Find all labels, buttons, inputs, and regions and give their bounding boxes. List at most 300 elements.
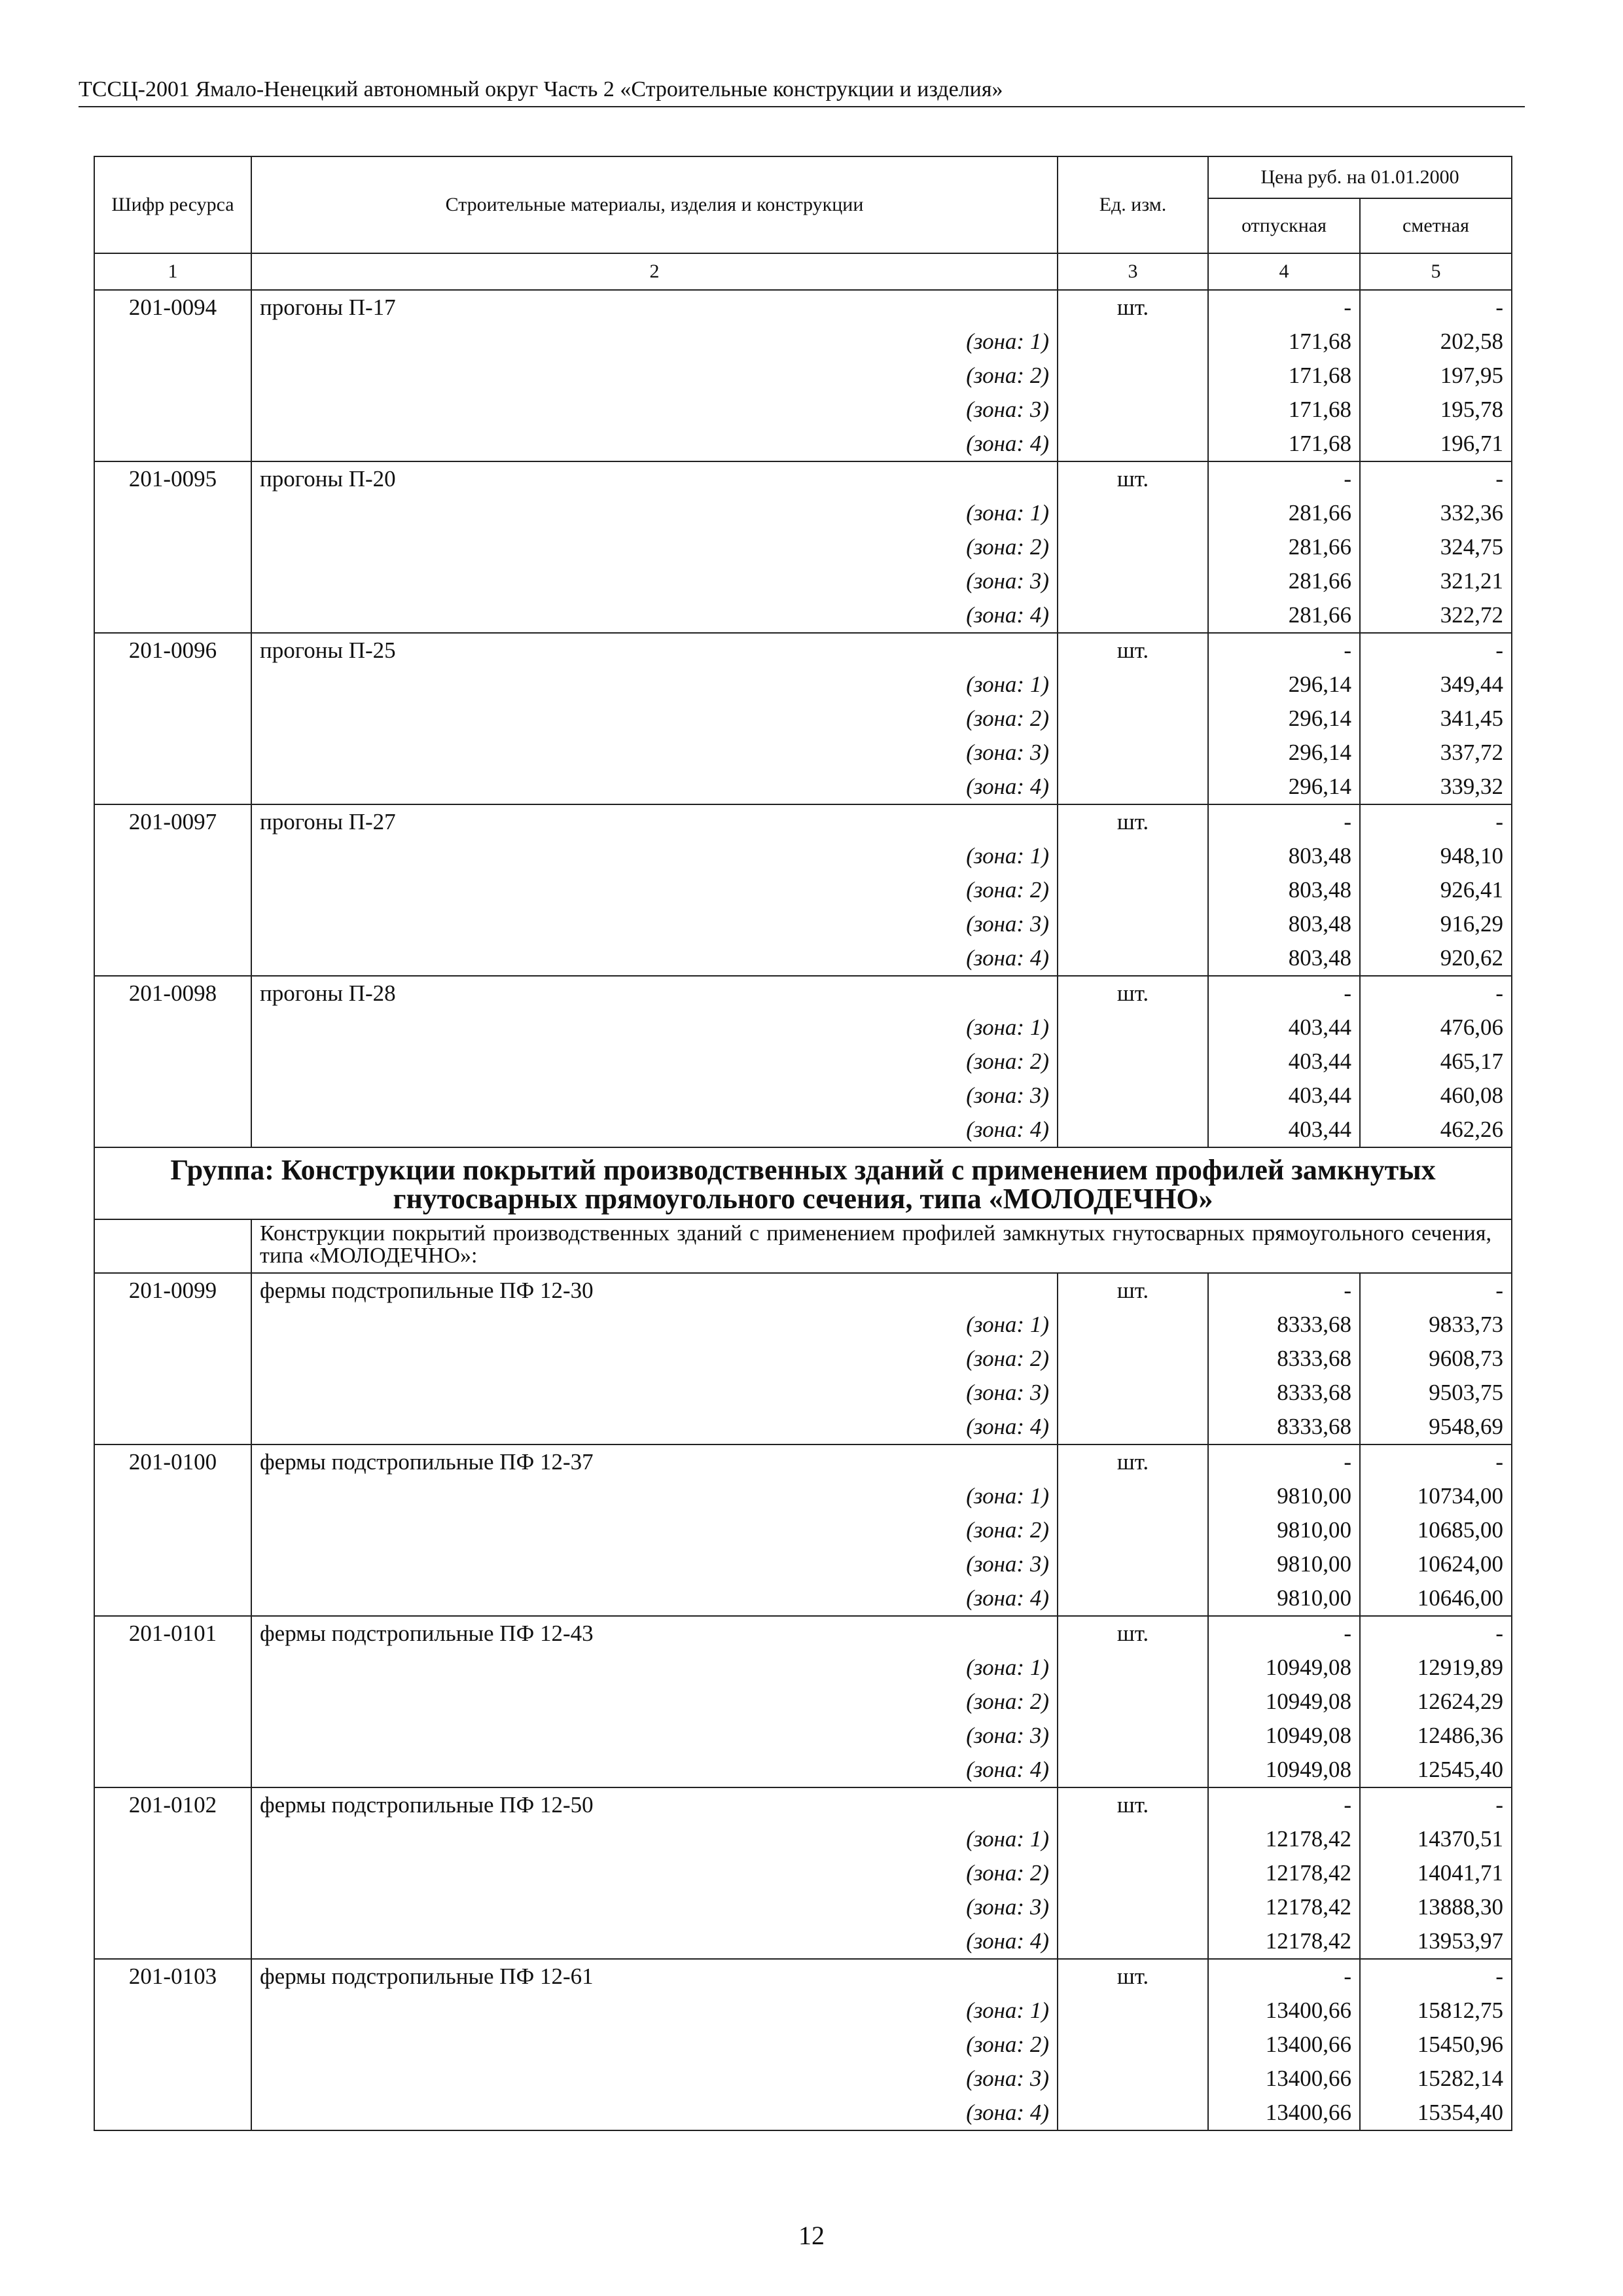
zone-label: (зона: 4) [251, 1113, 1058, 1147]
zone-label: (зона: 3) [251, 564, 1058, 598]
zone-label: (зона: 2) [251, 359, 1058, 393]
item-unit: шт. [1058, 1273, 1208, 1308]
resource-code: 201-0094 [94, 290, 251, 325]
zone-code-cell [94, 598, 251, 633]
zone-code-cell [94, 668, 251, 702]
zone-estimate-price: 197,95 [1360, 359, 1512, 393]
zone-row [94, 770, 1512, 804]
table-row [94, 1959, 1512, 1994]
zone-code-cell [94, 1924, 251, 1959]
zone-label: (зона: 4) [251, 1410, 1058, 1444]
zone-estimate-price: 12545,40 [1360, 1753, 1512, 1787]
group-row [94, 1147, 1512, 1219]
zone-row [94, 427, 1512, 461]
zone-unit-cell [1058, 1410, 1208, 1444]
zone-code-cell [94, 770, 251, 804]
zone-estimate-price: 321,21 [1360, 564, 1512, 598]
zone-row [94, 1011, 1512, 1045]
zone-row [94, 1581, 1512, 1616]
zone-label: (зона: 1) [251, 1479, 1058, 1513]
zone-release-price: 171,68 [1208, 393, 1360, 427]
zone-unit-cell [1058, 2062, 1208, 2096]
zone-row [94, 1719, 1512, 1753]
estimate-price: - [1360, 1787, 1512, 1822]
table-body [94, 290, 1512, 2130]
zone-estimate-price: 202,58 [1360, 325, 1512, 359]
zone-release-price: 12178,42 [1208, 1890, 1360, 1924]
zone-unit-cell [1058, 530, 1208, 564]
zone-row [94, 1410, 1512, 1444]
zone-unit-cell [1058, 2028, 1208, 2062]
item-name: прогоны П-27 [251, 804, 1058, 839]
item-name: фермы подстропильные ПФ 12-43 [251, 1616, 1058, 1651]
zone-release-price: 9810,00 [1208, 1479, 1360, 1513]
description-row [94, 1219, 1512, 1273]
zone-release-price: 281,66 [1208, 564, 1360, 598]
zone-code-cell [94, 1011, 251, 1045]
zone-release-price: 803,48 [1208, 839, 1360, 873]
zone-release-price: 296,14 [1208, 736, 1360, 770]
zone-unit-cell [1058, 393, 1208, 427]
table-row [94, 461, 1512, 496]
column-header-release: отпускная [1208, 198, 1360, 253]
zone-estimate-price: 9833,73 [1360, 1308, 1512, 1342]
resource-code: 201-0102 [94, 1787, 251, 1822]
zone-release-price: 9810,00 [1208, 1547, 1360, 1581]
zone-label: (зона: 3) [251, 736, 1058, 770]
column-header-unit: Ед. изм. [1058, 156, 1208, 253]
group-description: Конструкции покрытий производственных зданий с применением профилей замкнутых гнутосварных прямоугольного сечения, типа «МОЛОДЕЧНО»: [251, 1219, 1512, 1273]
zone-code-cell [94, 702, 251, 736]
column-number: 1 [94, 253, 251, 290]
zone-estimate-price: 14370,51 [1360, 1822, 1512, 1856]
zone-label: (зона: 1) [251, 1308, 1058, 1342]
zone-estimate-price: 15812,75 [1360, 1994, 1512, 2028]
zone-row [94, 1753, 1512, 1787]
zone-code-cell [94, 1822, 251, 1856]
zone-row [94, 1113, 1512, 1147]
column-header-code: Шифр ресурса [94, 156, 251, 253]
zone-unit-cell [1058, 1856, 1208, 1890]
item-name: прогоны П-25 [251, 633, 1058, 668]
zone-estimate-price: 339,32 [1360, 770, 1512, 804]
zone-code-cell [94, 736, 251, 770]
zone-code-cell [94, 1045, 251, 1079]
zone-unit-cell [1058, 1079, 1208, 1113]
zone-label: (зона: 3) [251, 1079, 1058, 1113]
zone-row [94, 1856, 1512, 1890]
item-unit: шт. [1058, 1444, 1208, 1479]
zone-row [94, 393, 1512, 427]
zone-label: (зона: 3) [251, 1547, 1058, 1581]
zone-row [94, 1479, 1512, 1513]
zone-unit-cell [1058, 1581, 1208, 1616]
table-row [94, 1444, 1512, 1479]
zone-release-price: 296,14 [1208, 770, 1360, 804]
zone-label: (зона: 2) [251, 1342, 1058, 1376]
zone-code-cell [94, 1856, 251, 1890]
zone-code-cell [94, 2062, 251, 2096]
zone-code-cell [94, 1753, 251, 1787]
zone-estimate-price: 15354,40 [1360, 2096, 1512, 2130]
description-code-cell [94, 1219, 251, 1273]
zone-row [94, 2096, 1512, 2130]
page-header: ТССЦ-2001 Ямало-Ненецкий автономный округ Часть 2 «Строительные конструкции и изделия» [79, 76, 1525, 107]
zone-estimate-price: 341,45 [1360, 702, 1512, 736]
zone-estimate-price: 10734,00 [1360, 1479, 1512, 1513]
zone-row [94, 1822, 1512, 1856]
zone-estimate-price: 12624,29 [1360, 1685, 1512, 1719]
zone-label: (зона: 2) [251, 2028, 1058, 2062]
release-price: - [1208, 1273, 1360, 1308]
zone-code-cell [94, 1342, 251, 1376]
resource-code: 201-0095 [94, 461, 251, 496]
release-price: - [1208, 976, 1360, 1011]
zone-code-cell [94, 530, 251, 564]
zone-row [94, 1342, 1512, 1376]
zone-estimate-price: 9503,75 [1360, 1376, 1512, 1410]
zone-code-cell [94, 873, 251, 907]
zone-release-price: 12178,42 [1208, 1924, 1360, 1959]
estimate-price: - [1360, 976, 1512, 1011]
item-name: прогоны П-28 [251, 976, 1058, 1011]
zone-row [94, 1890, 1512, 1924]
zone-label: (зона: 4) [251, 2096, 1058, 2130]
zone-code-cell [94, 1113, 251, 1147]
column-header-name: Строительные материалы, изделия и конструкции [251, 156, 1058, 253]
zone-label: (зона: 1) [251, 1822, 1058, 1856]
zone-estimate-price: 337,72 [1360, 736, 1512, 770]
release-price: - [1208, 1787, 1360, 1822]
price-table [94, 156, 1512, 2131]
zone-release-price: 281,66 [1208, 530, 1360, 564]
zone-code-cell [94, 1547, 251, 1581]
zone-row [94, 530, 1512, 564]
table-row [94, 633, 1512, 668]
estimate-price: - [1360, 804, 1512, 839]
zone-row [94, 702, 1512, 736]
zone-estimate-price: 465,17 [1360, 1045, 1512, 1079]
zone-code-cell [94, 2096, 251, 2130]
zone-estimate-price: 322,72 [1360, 598, 1512, 633]
zone-unit-cell [1058, 325, 1208, 359]
zone-unit-cell [1058, 1513, 1208, 1547]
column-header-estimate: сметная [1360, 198, 1512, 253]
zone-row [94, 1547, 1512, 1581]
item-unit: шт. [1058, 290, 1208, 325]
zone-row [94, 1685, 1512, 1719]
zone-code-cell [94, 1479, 251, 1513]
zone-release-price: 8333,68 [1208, 1376, 1360, 1410]
release-price: - [1208, 804, 1360, 839]
zone-estimate-price: 15282,14 [1360, 2062, 1512, 2096]
item-name: фермы подстропильные ПФ 12-30 [251, 1273, 1058, 1308]
zone-release-price: 403,44 [1208, 1079, 1360, 1113]
zone-release-price: 803,48 [1208, 873, 1360, 907]
zone-code-cell [94, 1685, 251, 1719]
release-price: - [1208, 1959, 1360, 1994]
resource-code: 201-0098 [94, 976, 251, 1011]
table-row [94, 976, 1512, 1011]
zone-label: (зона: 3) [251, 2062, 1058, 2096]
zone-row [94, 907, 1512, 941]
zone-estimate-price: 12486,36 [1360, 1719, 1512, 1753]
zone-unit-cell [1058, 839, 1208, 873]
zone-unit-cell [1058, 1113, 1208, 1147]
item-unit: шт. [1058, 804, 1208, 839]
zone-unit-cell [1058, 598, 1208, 633]
zone-unit-cell [1058, 2096, 1208, 2130]
zone-estimate-price: 476,06 [1360, 1011, 1512, 1045]
zone-label: (зона: 4) [251, 941, 1058, 976]
zone-estimate-price: 15450,96 [1360, 2028, 1512, 2062]
zone-label: (зона: 1) [251, 1994, 1058, 2028]
item-name: фермы подстропильные ПФ 12-37 [251, 1444, 1058, 1479]
zone-row [94, 1045, 1512, 1079]
release-price: - [1208, 1444, 1360, 1479]
item-name: фермы подстропильные ПФ 12-61 [251, 1959, 1058, 1994]
zone-estimate-price: 920,62 [1360, 941, 1512, 976]
zone-row [94, 325, 1512, 359]
item-unit: шт. [1058, 976, 1208, 1011]
zone-unit-cell [1058, 1685, 1208, 1719]
estimate-price: - [1360, 290, 1512, 325]
resource-code: 201-0100 [94, 1444, 251, 1479]
table-row [94, 1616, 1512, 1651]
zone-release-price: 13400,66 [1208, 2062, 1360, 2096]
zone-estimate-price: 10624,00 [1360, 1547, 1512, 1581]
zone-code-cell [94, 839, 251, 873]
zone-release-price: 10949,08 [1208, 1685, 1360, 1719]
zone-estimate-price: 462,26 [1360, 1113, 1512, 1147]
release-price: - [1208, 461, 1360, 496]
column-number: 2 [251, 253, 1058, 290]
zone-unit-cell [1058, 1994, 1208, 2028]
resource-code: 201-0103 [94, 1959, 251, 1994]
zone-release-price: 296,14 [1208, 702, 1360, 736]
zone-unit-cell [1058, 1342, 1208, 1376]
zone-row [94, 873, 1512, 907]
zone-label: (зона: 2) [251, 1685, 1058, 1719]
zone-unit-cell [1058, 1719, 1208, 1753]
zone-label: (зона: 3) [251, 1890, 1058, 1924]
zone-release-price: 281,66 [1208, 496, 1360, 530]
group-title: Группа: Конструкции покрытий производственных зданий с применением профилей замкнутых гнутосварных прямоугольного сечения, типа «МОЛОДЕЧНО» [94, 1147, 1512, 1219]
zone-unit-cell [1058, 1308, 1208, 1342]
zone-release-price: 10949,08 [1208, 1719, 1360, 1753]
zone-row [94, 598, 1512, 633]
zone-row [94, 1994, 1512, 2028]
zone-row [94, 2062, 1512, 2096]
page-number: 12 [798, 2221, 825, 2250]
column-header-price-group: Цена руб. на 01.01.2000 [1208, 156, 1512, 198]
release-price: - [1208, 1616, 1360, 1651]
item-name: прогоны П-17 [251, 290, 1058, 325]
zone-unit-cell [1058, 1924, 1208, 1959]
zone-label: (зона: 3) [251, 1376, 1058, 1410]
zone-label: (зона: 1) [251, 496, 1058, 530]
zone-code-cell [94, 1410, 251, 1444]
zone-release-price: 8333,68 [1208, 1342, 1360, 1376]
zone-estimate-price: 10685,00 [1360, 1513, 1512, 1547]
zone-row [94, 496, 1512, 530]
zone-row [94, 1079, 1512, 1113]
zone-release-price: 13400,66 [1208, 2028, 1360, 2062]
estimate-price: - [1360, 1616, 1512, 1651]
zone-release-price: 803,48 [1208, 941, 1360, 976]
zone-row [94, 668, 1512, 702]
item-unit: шт. [1058, 461, 1208, 496]
release-price: - [1208, 633, 1360, 668]
zone-label: (зона: 4) [251, 1753, 1058, 1787]
zone-label: (зона: 2) [251, 702, 1058, 736]
zone-code-cell [94, 564, 251, 598]
zone-release-price: 296,14 [1208, 668, 1360, 702]
zone-estimate-price: 324,75 [1360, 530, 1512, 564]
zone-code-cell [94, 496, 251, 530]
zone-unit-cell [1058, 1479, 1208, 1513]
resource-code: 201-0097 [94, 804, 251, 839]
table-row [94, 1787, 1512, 1822]
zone-code-cell [94, 1308, 251, 1342]
zone-estimate-price: 12919,89 [1360, 1651, 1512, 1685]
zone-row [94, 564, 1512, 598]
zone-release-price: 171,68 [1208, 359, 1360, 393]
zone-release-price: 403,44 [1208, 1011, 1360, 1045]
zone-estimate-price: 460,08 [1360, 1079, 1512, 1113]
zone-label: (зона: 2) [251, 873, 1058, 907]
zone-estimate-price: 13953,97 [1360, 1924, 1512, 1959]
zone-label: (зона: 3) [251, 907, 1058, 941]
estimate-price: - [1360, 1959, 1512, 1994]
zone-code-cell [94, 907, 251, 941]
estimate-price: - [1360, 633, 1512, 668]
zone-release-price: 171,68 [1208, 427, 1360, 461]
zone-row [94, 736, 1512, 770]
column-number: 4 [1208, 253, 1360, 290]
zone-label: (зона: 1) [251, 325, 1058, 359]
zone-release-price: 9810,00 [1208, 1581, 1360, 1616]
zone-unit-cell [1058, 427, 1208, 461]
zone-release-price: 803,48 [1208, 907, 1360, 941]
zone-code-cell [94, 941, 251, 976]
zone-unit-cell [1058, 1651, 1208, 1685]
zone-estimate-price: 332,36 [1360, 496, 1512, 530]
item-unit: шт. [1058, 1787, 1208, 1822]
item-name: фермы подстропильные ПФ 12-50 [251, 1787, 1058, 1822]
estimate-price: - [1360, 1273, 1512, 1308]
zone-release-price: 12178,42 [1208, 1856, 1360, 1890]
zone-code-cell [94, 427, 251, 461]
zone-unit-cell [1058, 873, 1208, 907]
zone-label: (зона: 2) [251, 530, 1058, 564]
release-price: - [1208, 290, 1360, 325]
column-number: 5 [1360, 253, 1512, 290]
zone-code-cell [94, 1651, 251, 1685]
zone-release-price: 8333,68 [1208, 1308, 1360, 1342]
zone-unit-cell [1058, 736, 1208, 770]
zone-label: (зона: 4) [251, 1924, 1058, 1959]
zone-code-cell [94, 1079, 251, 1113]
zone-label: (зона: 2) [251, 1856, 1058, 1890]
estimate-price: - [1360, 1444, 1512, 1479]
zone-unit-cell [1058, 668, 1208, 702]
zone-row [94, 1651, 1512, 1685]
zone-row [94, 359, 1512, 393]
zone-row [94, 839, 1512, 873]
zone-unit-cell [1058, 1890, 1208, 1924]
zone-unit-cell [1058, 496, 1208, 530]
zone-estimate-price: 195,78 [1360, 393, 1512, 427]
zone-estimate-price: 14041,71 [1360, 1856, 1512, 1890]
column-number: 3 [1058, 253, 1208, 290]
zone-row [94, 1308, 1512, 1342]
resource-code: 201-0096 [94, 633, 251, 668]
zone-unit-cell [1058, 1376, 1208, 1410]
zone-unit-cell [1058, 564, 1208, 598]
zone-unit-cell [1058, 1045, 1208, 1079]
zone-estimate-price: 13888,30 [1360, 1890, 1512, 1924]
zone-release-price: 403,44 [1208, 1113, 1360, 1147]
table-row [94, 804, 1512, 839]
resource-code: 201-0101 [94, 1616, 251, 1651]
item-unit: шт. [1058, 1616, 1208, 1651]
zone-release-price: 13400,66 [1208, 1994, 1360, 2028]
resource-code: 201-0099 [94, 1273, 251, 1308]
zone-release-price: 9810,00 [1208, 1513, 1360, 1547]
zone-code-cell [94, 2028, 251, 2062]
zone-label: (зона: 4) [251, 427, 1058, 461]
zone-code-cell [94, 1890, 251, 1924]
zone-label: (зона: 2) [251, 1045, 1058, 1079]
item-name: прогоны П-20 [251, 461, 1058, 496]
zone-row [94, 1924, 1512, 1959]
zone-unit-cell [1058, 359, 1208, 393]
item-unit: шт. [1058, 633, 1208, 668]
zone-label: (зона: 1) [251, 1011, 1058, 1045]
zone-label: (зона: 1) [251, 839, 1058, 873]
zone-code-cell [94, 1719, 251, 1753]
table-row [94, 290, 1512, 325]
zone-release-price: 171,68 [1208, 325, 1360, 359]
zone-code-cell [94, 1994, 251, 2028]
zone-code-cell [94, 1376, 251, 1410]
zone-code-cell [94, 325, 251, 359]
zone-code-cell [94, 1513, 251, 1547]
zone-row [94, 1513, 1512, 1547]
zone-label: (зона: 3) [251, 1719, 1058, 1753]
zone-estimate-price: 349,44 [1360, 668, 1512, 702]
zone-row [94, 2028, 1512, 2062]
zone-release-price: 281,66 [1208, 598, 1360, 633]
zone-label: (зона: 4) [251, 770, 1058, 804]
zone-unit-cell [1058, 702, 1208, 736]
zone-label: (зона: 4) [251, 598, 1058, 633]
zone-unit-cell [1058, 1753, 1208, 1787]
zone-release-price: 13400,66 [1208, 2096, 1360, 2130]
zone-estimate-price: 926,41 [1360, 873, 1512, 907]
zone-estimate-price: 9548,69 [1360, 1410, 1512, 1444]
zone-estimate-price: 948,10 [1360, 839, 1512, 873]
zone-estimate-price: 916,29 [1360, 907, 1512, 941]
zone-estimate-price: 196,71 [1360, 427, 1512, 461]
zone-release-price: 403,44 [1208, 1045, 1360, 1079]
zone-row [94, 1376, 1512, 1410]
zone-code-cell [94, 359, 251, 393]
zone-code-cell [94, 1581, 251, 1616]
table-row [94, 1273, 1512, 1308]
zone-code-cell [94, 393, 251, 427]
